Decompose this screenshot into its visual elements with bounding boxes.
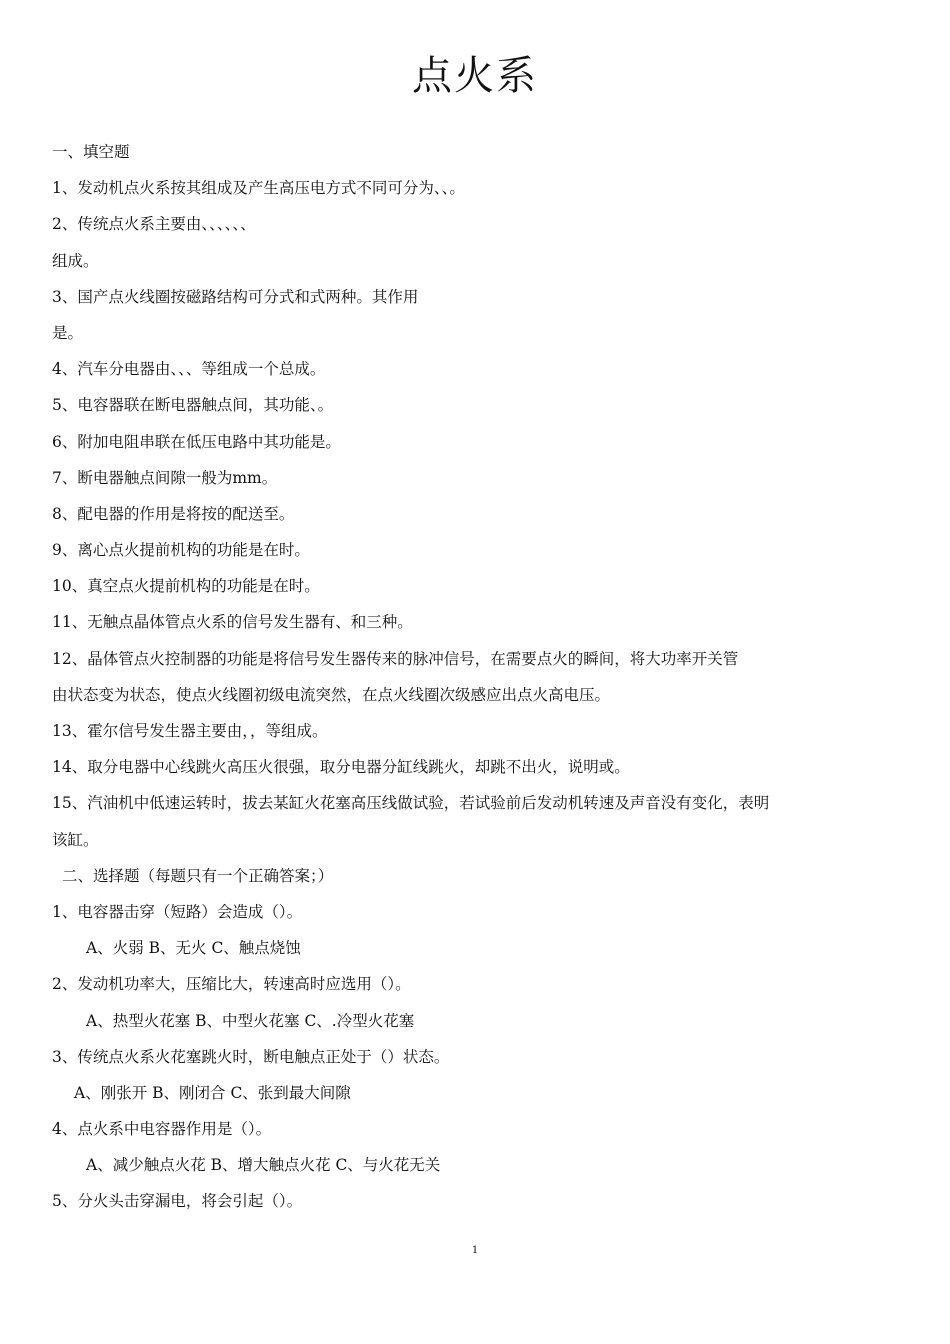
question-6: 6、附加电阻串联在低压电路中其功能是。 (52, 432, 341, 451)
question-3-continuation: 是。 (52, 323, 84, 342)
choice-question-3-options: A、刚张开 B、刚闭合 C、张到最大间隙 (74, 1083, 351, 1102)
question-2-continuation: 组成。 (52, 251, 99, 270)
document-body (52, 134, 852, 1220)
question-15-continuation: 该缸。 (52, 830, 99, 849)
question-5: 5、电容器联在断电器触点间，其功能、。 (52, 396, 334, 415)
question-10: 10、真空点火提前机构的功能是在时。 (52, 577, 320, 596)
choice-question-4: 4、点火系中电容器作用是（）。 (52, 1120, 272, 1139)
question-12-continuation: 由状态变为状态，使点火线圈初级电流突然，在点火线圈次级感应出点火高电压。 (52, 685, 611, 704)
question-2: 2、传统点火系主要由、、、、、、 (52, 215, 256, 234)
question-9: 9、离心点火提前机构的功能是在时。 (52, 541, 310, 560)
choice-question-2-options: A、热型火花塞 B、中型火花塞 C、.冷型火花塞 (86, 1011, 415, 1030)
question-8: 8、配电器的作用是将按的配送至。 (52, 504, 295, 523)
question-11: 11、无触点晶体管点火系的信号发生器有、和三种。 (52, 613, 413, 632)
choice-question-1: 1、电容器击穿（短路）会造成（）。 (52, 902, 303, 921)
question-1: 1、发动机点火系按其组成及产生高压电方式不同可分为、、。 (52, 179, 465, 198)
page-number: 1 (471, 1245, 479, 1256)
question-14: 14、取分电器中心线跳火高压火很强，取分电器分缸线跳火，却跳不出火，说明或。 (52, 758, 630, 777)
question-15: 15、汽油机中低速运转时，拔去某缸火花塞高压线做试验，若试验前后发动机转速及声音没有变化，表明 (52, 794, 770, 813)
question-12: 12、晶体管点火控制器的功能是将信号发生器传来的脉冲信号，在需要点火的瞬间，将大功率开关管 (52, 649, 739, 668)
question-7: 7、断电器触点间隙一般为mm。 (52, 468, 278, 487)
document-title: 点火系 (412, 53, 538, 99)
question-4: 4、汽车分电器由、、、等组成一个总成。 (52, 360, 326, 379)
section-heading-multiple-choice: 二、选择题（每题只有一个正确答案；） (62, 866, 334, 885)
choice-question-5: 5、分火头击穿漏电，将会引起（）。 (52, 1192, 303, 1211)
choice-question-1-options: A、火弱 B、无火 C、触点烧蚀 (86, 939, 301, 958)
question-13: 13、霍尔信号发生器主要由，，等组成。 (52, 722, 328, 740)
question-3: 3、国产点火线圈按磁路结构可分式和式两种。其作用 (52, 287, 419, 306)
choice-question-2: 2、发动机功率大，压缩比大，转速高时应选用（）。 (52, 975, 411, 994)
choice-question-3: 3、传统点火系火花塞跳火时，断电触点正处于（）状态。 (52, 1047, 450, 1066)
choice-question-4-options: A、减少触点火花 B、增大触点火花 C、与火花无关 (86, 1156, 441, 1175)
section-heading-fill-in: 一、填空题 (52, 143, 130, 161)
